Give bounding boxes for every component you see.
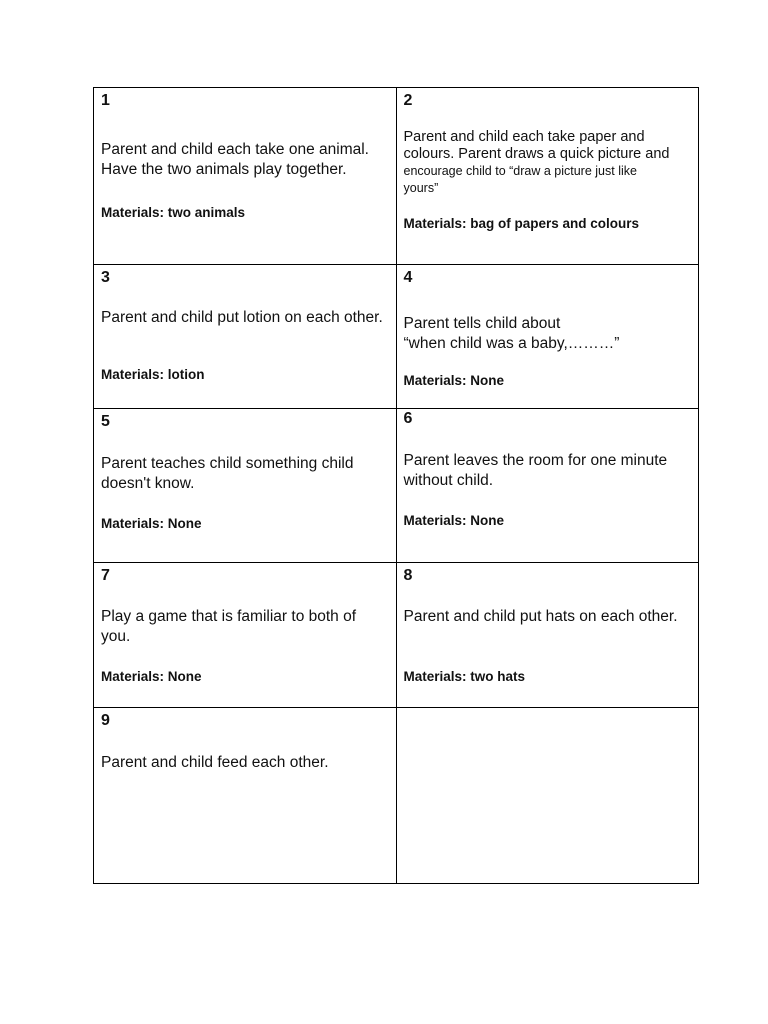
card-materials: Materials: None	[101, 516, 202, 531]
card-number: 6	[403, 410, 413, 427]
card-materials: Materials: two animals	[101, 205, 246, 220]
card-description: Parent and child put lotion on each other.	[101, 309, 383, 326]
table-row	[94, 563, 699, 708]
card-description-line: yours”	[403, 181, 439, 195]
activity-cards-table	[93, 87, 699, 884]
card-description-line: colours. Parent draws a quick picture and	[403, 146, 670, 162]
card-description: Parent leaves the room for one minute without child.	[403, 452, 668, 489]
card-3	[94, 265, 397, 409]
card-number: 9	[101, 712, 110, 729]
card-number: 8	[403, 567, 413, 584]
card-description-line: encourage child to “draw a picture just like	[403, 164, 637, 178]
card-2	[396, 88, 699, 265]
card-number: 4	[403, 269, 413, 286]
card-materials: Materials: lotion	[101, 367, 205, 382]
card-materials: Materials: None	[403, 513, 505, 528]
table-row	[94, 88, 699, 265]
card-5	[94, 409, 397, 563]
table-row	[94, 708, 699, 884]
card-description: Parent tells child about “when child was a baby,………”	[403, 315, 620, 352]
card-6	[396, 409, 699, 563]
table-row	[94, 265, 699, 409]
table-row	[94, 409, 699, 563]
card-description: Parent and child put hats on each other.	[403, 608, 678, 625]
card-4	[396, 265, 699, 409]
card-description: Parent and child feed each other.	[101, 754, 329, 771]
card-1	[94, 88, 397, 265]
card-9	[94, 708, 397, 884]
card-description: Parent teaches child something child doesn't know.	[101, 455, 354, 492]
card-materials: Materials: bag of papers and colours	[403, 216, 640, 231]
card-number: 2	[403, 92, 413, 109]
card-description: Parent and child each take one animal. Have the two animals play together.	[101, 141, 369, 178]
card-8	[396, 563, 699, 708]
card-number: 1	[101, 92, 110, 109]
card-description: Play a game that is familiar to both of you.	[101, 608, 357, 645]
card-description-line: Parent and child each take paper and	[403, 129, 645, 145]
card-description	[404, 129, 691, 197]
card-materials: Materials: None	[403, 373, 505, 388]
card-empty	[396, 708, 699, 884]
card-number: 7	[101, 567, 110, 584]
card-materials: Materials: two hats	[403, 669, 526, 684]
card-number: 5	[101, 413, 110, 430]
card-materials: Materials: None	[101, 669, 202, 684]
card-7	[94, 563, 397, 708]
card-number: 3	[101, 269, 110, 286]
